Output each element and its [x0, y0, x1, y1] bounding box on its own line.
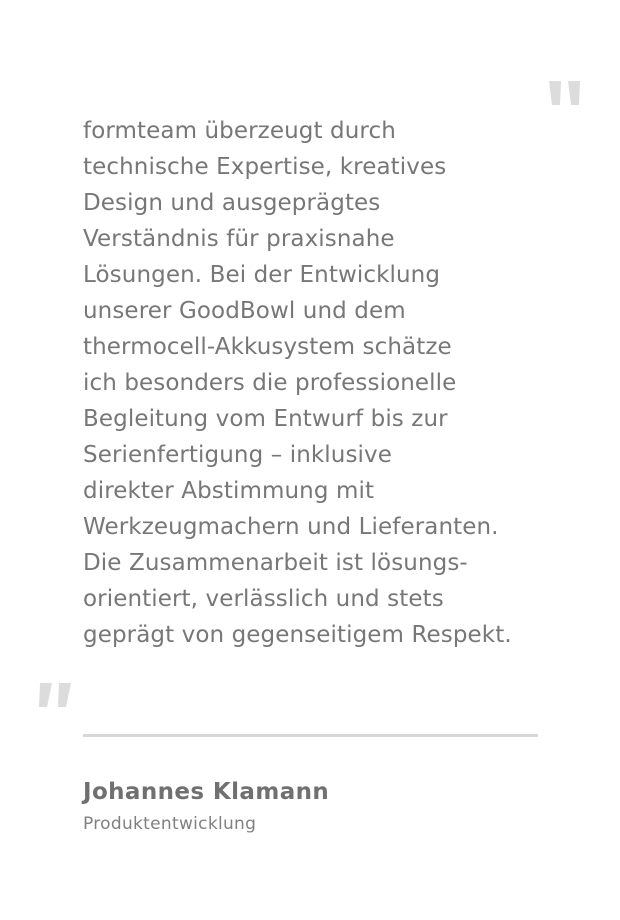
- quote-line: Verständnis für praxisnahe: [83, 226, 395, 252]
- quote-line: Lösungen. Bei der Entwicklung: [83, 262, 441, 288]
- quote-line: Begleitung vom Entwurf bis zur: [83, 406, 448, 432]
- testimonial-quote: [83, 113, 563, 653]
- quote-line: direkter Abstimmung mit: [83, 478, 375, 504]
- closing-quote-icon: [36, 680, 74, 710]
- quote-line: Die Zusammenarbeit ist lösungs-: [83, 550, 468, 576]
- author-name: Johannes Klamann: [83, 779, 330, 805]
- quote-line: geprägt von gegenseitigem Respekt.: [83, 622, 512, 648]
- quote-line: orientiert, verlässlich und stets: [83, 586, 444, 612]
- quote-line: ich besonders die professionelle: [83, 370, 457, 396]
- quote-line: Design und ausgeprägtes: [83, 190, 381, 216]
- opening-quote-icon: [546, 78, 584, 108]
- quote-line: Werkzeugmachern und Lieferanten.: [83, 514, 499, 540]
- quote-line: formteam überzeugt durch: [83, 118, 396, 144]
- quote-line: thermocell-Akkusystem schätze: [83, 334, 452, 360]
- divider: [83, 734, 538, 737]
- quote-line: unserer GoodBowl und dem: [83, 298, 406, 324]
- author-role: Produktentwicklung: [83, 814, 257, 834]
- quote-line: technische Expertise, kreatives: [83, 154, 447, 180]
- quote-line: Serienfertigung – inklusive: [83, 442, 392, 468]
